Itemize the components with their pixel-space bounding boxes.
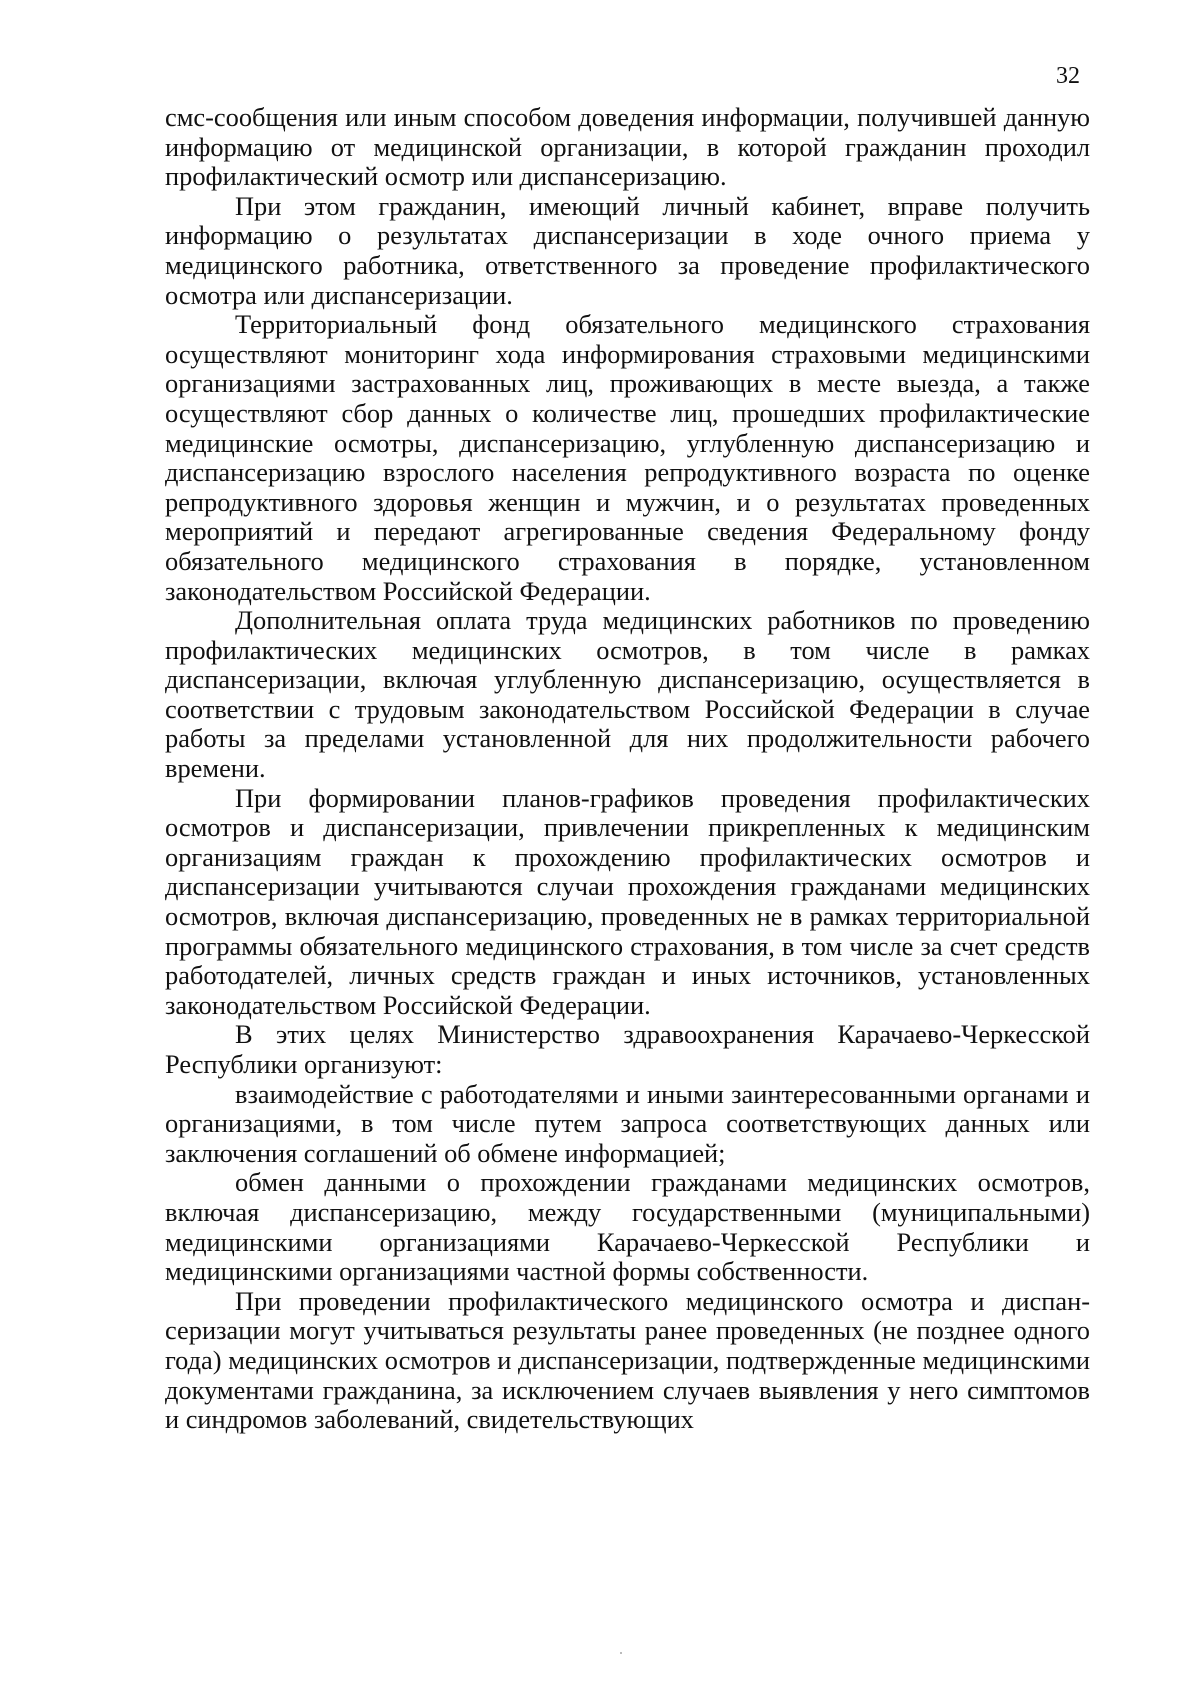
paragraph-schedules: При формировании планов-графиков проведения профилактических осмотров и диспансеризации, привлечении прикрепленных к медицинским организациям граждан к прохождению профилактических осмотров и диспансеризации учитываются случаи прохождения гражданами медицинских осмотров, включая диспансеризацию, проведенных не в рамках территориальной программы обязательного медицинского страхования, в том числе за счет средств работодателей, личных средств граждан и иных источников, установленных законодательством Российской Федерации. — [165, 782, 1090, 1020]
paragraph-territorial-fund: Территориальный фонд обязательного медицинского страхования осуществляют мониторинг хода информирования страховыми медицинскими организациями застрахованных лиц, проживающих в месте выезда, а также осуществляют сбор данных о количестве лиц, прошедших профилактические медицинские осмотры, диспансеризацию, углубленную диспансеризацию и диспансеризацию взрослого населения репродуктивного возраста по оценке репродуктивного здоровья женщин и мужчин, и о результатах проведенных мероприятий и передают агрегированные сведения Федеральному фонду обязательного медицинского страхования в порядке, установленном законодательством Российской Федерации. — [165, 309, 1090, 606]
document-body — [165, 103, 1090, 1435]
paragraph-personal-account: При этом гражданин, имеющий личный кабинет, вправе получить информацию о результатах диспансеризации в ходе очного приема у медицинского работника, ответственного за проведение профилактического осмотра или диспансеризации. — [165, 190, 1090, 310]
scan-artifact — [620, 1652, 622, 1654]
paragraph-additional-pay: Дополнительная оплата труда медицинских работников по проведению профилактических медицинских осмотров, в том числе в рамках диспансеризации, включая углубленную диспансеризацию, осуществляется в соответствии с трудовым законодательством Российской Федерации в случае работы за пределами установленной для них продолжительности рабочего времени. — [165, 605, 1090, 784]
paragraph-previous-results: При проведении профилактического медицинского осмотра и диспансеризации могут учитываться результаты ранее проведенных (не позднее одного года) медицинских осмотров и диспансеризации, подтвержденные медицинскими документами гражданина, за исключением случаев выявления у него симптомов и синдромов заболеваний, свидетельствующих — [165, 1285, 1090, 1435]
paragraph-employers: взаимодействие с работодателями и иными заинтересованными органами и организациями, в том числе путем запроса соответствующих данных или заключения соглашений об обмене информацией; — [165, 1078, 1090, 1168]
paragraph-continuation: смс-сообщения или иным способом доведения информации, получившей данную информацию от медицинской организации, в которой гражданин проходил профилактический осмотр или диспансеризацию. — [165, 102, 1090, 192]
paragraph-ministry: В этих целях Министерство здравоохранения Карачаево-Черкесской Республики организуют: — [165, 1019, 1090, 1079]
page-number: 32 — [1056, 63, 1080, 89]
paragraph-data-exchange: обмен данными о прохождении гражданами медицинских осмотров, включая диспансеризацию, между государственными (муниципальными) медицинскими организациями Карачаево-Черкесской Республики и медицинскими организациями частной формы собственности. — [165, 1167, 1090, 1287]
